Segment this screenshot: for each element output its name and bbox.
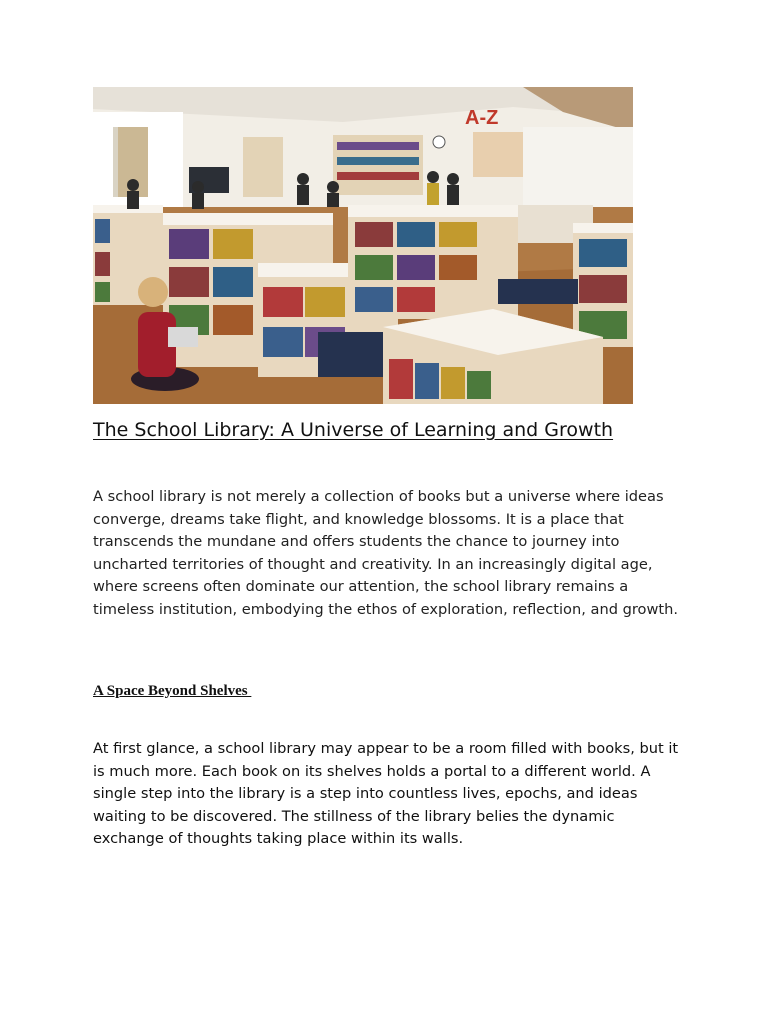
intro-paragraph: A school library is not merely a collection of books but a universe where ideas converge, dreams take flight, and knowledge blossoms. It is a place that transcends the mundane and offers students the chance to journey into uncharted territories of thought and creativity. In an increasingly digital age, where screens often dominate our attention, the school library remains a timeless institution, embodying the ethos of exploration, reflection, and growth. [93,488,679,618]
section-paragraph: At first glance, a school library may appear to be a room filled with books, but it is much more. Each book on its shelves holds a portal to a different world. A single step into the library is a step into countless lives, epochs, and ideas waiting to be discovered. The stillness of the library belies the dynamic exchange of thoughts taking place within its walls. [93,740,679,847]
library-photo [93,87,633,404]
section-heading: A Space Beyond Shelves [93,683,252,699]
library-illustration [93,87,633,404]
photo-sign: A-Z [465,107,499,129]
document-title: The School Library: A Universe of Learning and Growth [93,419,614,441]
